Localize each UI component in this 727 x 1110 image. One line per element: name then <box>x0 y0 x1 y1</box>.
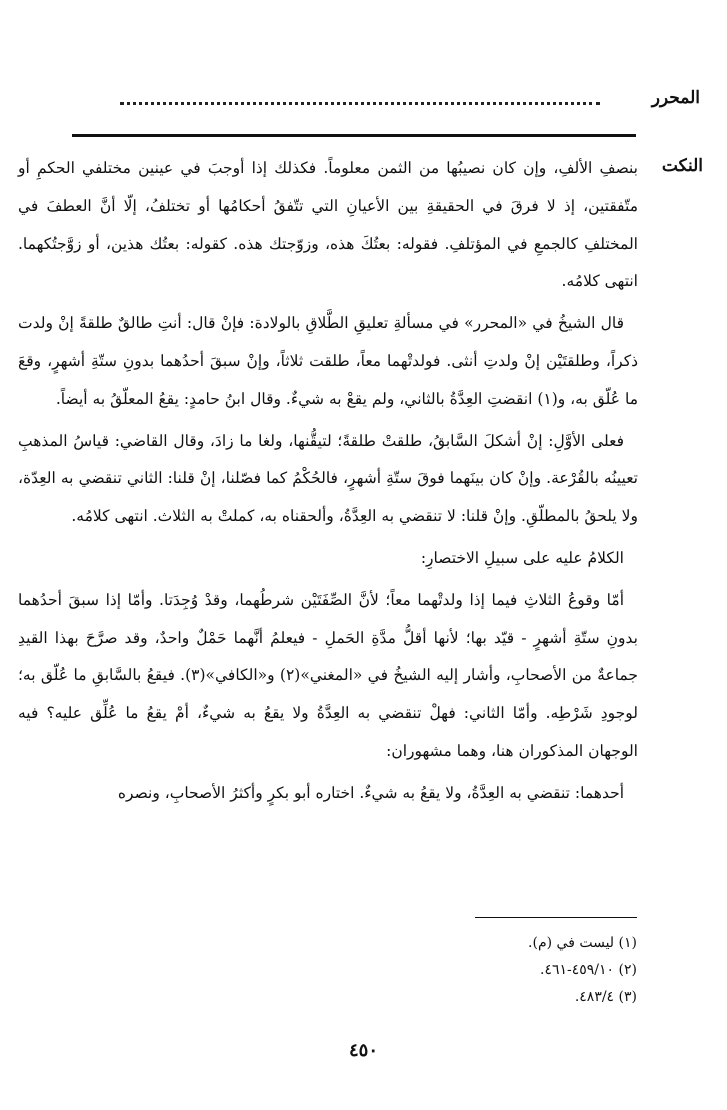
running-header <box>20 88 700 112</box>
dotted-leader <box>120 102 600 105</box>
paragraph: قال الشيخُ في «المحرر» في مسألةِ تعليقِ الطَّلاقِ بالولادة: فإنْ قال: أنتِ طالقٌ طلقةً إنْ ولدت ذكراً، وطلقتَيْن إنْ ولدتِ أنثى. فولدتْهما معاً، طلقت ثلاثاً، وإنْ سبقَ أحدُهما بدونِ ستّةِ أشهرٍ، وقعَ ما عُلّق به، و(١) انقضتِ العِدَّةُ بالثاني، ولم يقعْ به شيءٌ. وقال ابنُ حامدٍ: يقعُ المعلّقُ به أيضاً. <box>18 314 638 408</box>
main-text <box>18 150 638 817</box>
paragraph: الكلامُ عليه على سبيلِ الاختصارِ: <box>420 548 624 567</box>
paragraph: أمّا وقوعُ الثلاثِ فيما إذا ولدتْهما معاً؛ لأنَّ الصِّفَتَيْن شرطُهما، وقدْ وُجِدَتا. وأمّا إذا سبقَ أحدُهما بدونِ ستّةِ أشهرٍ - قيّد بها؛ لأنها أقلُّ مدَّةِ الحَملِ - فيعلمُ أنَّهما حَمْلٌ واحدٌ، وقد صرَّحَ بهذا القيدِ جماعةٌ من الأصحابِ، وأشار إليه الشيخُ في «المغني»(٢) و«الكافي»(٣). فيقعُ بالسَّابقِ ما عُلّق به؛ لوجودِ شَرْطِه. وأمّا الثاني: فهلْ تنقضي به العِدَّةُ ولا يقعُ به شيءٌ، أمْ يقعُ ما عُلِّق عليه؟ فيه الوجهان المذكوران هنا، وهما مشهوران: <box>18 590 638 760</box>
header-label: المحرر <box>651 88 700 108</box>
page-number: ٤٥٠ <box>348 1040 378 1061</box>
top-rule <box>72 134 636 137</box>
footnotes <box>337 930 637 1011</box>
footnote: (٢) ٤٥٩/١٠-٤٦١. <box>540 962 637 978</box>
footnote: (١) ليست في (م). <box>528 935 637 951</box>
side-label: النكت <box>661 156 703 176</box>
footnote-rule <box>475 917 637 918</box>
paragraph: فعلى الأوَّلِ: إنْ أشكلَ السَّابقُ، طلقتْ طلقةً؛ لتيقُّنها، ولغا ما زادَ، وقال القاضي: قياسُ المذهبِ تعيينُه بالقُرْعة. وإنْ كان بينَهما فوقَ ستّةِ أشهرٍ، فالحُكْمُ كما فصّلنا، إنْ قلنا: الثاني تنقضي به العِدّة، ولا يلحقُ بالمطلّقِ. وإنْ قلنا: لا تنقضي به العِدَّةُ، وألحقناه به، كملتْ به الثلاث. انتهى كلامُه. <box>18 431 638 526</box>
paragraph: أحدهما: تنقضي به العِدَّةُ، ولا يقعُ به شيءٌ. اختاره أبو بكرٍ وأكثرُ الأصحابِ، ونصره <box>117 783 624 802</box>
paragraph: بنصفِ الألفِ، وإن كان نصيبُها من الثمن معلوماً. فكذلك إذا أوجبَ في عينين مختلفي الحكمِ أو متّفقتين، إذ لا فرقَ في الحقيقةِ بين الأعيانِ التي تتّفقُ أحكامُها أو تختلفُ، إلّا أنَّ العطفَ في المختلفِ كالجمعِ في المؤتلفِ. فقوله: بعتُكَ هذه، وزوّجتك هذه. كقوله: بعتُك هذين، أو زوَّجتُكهما. انتهى كلامُه. <box>18 159 638 291</box>
footnote: (٣) ٤٨٣/٤. <box>574 989 637 1005</box>
